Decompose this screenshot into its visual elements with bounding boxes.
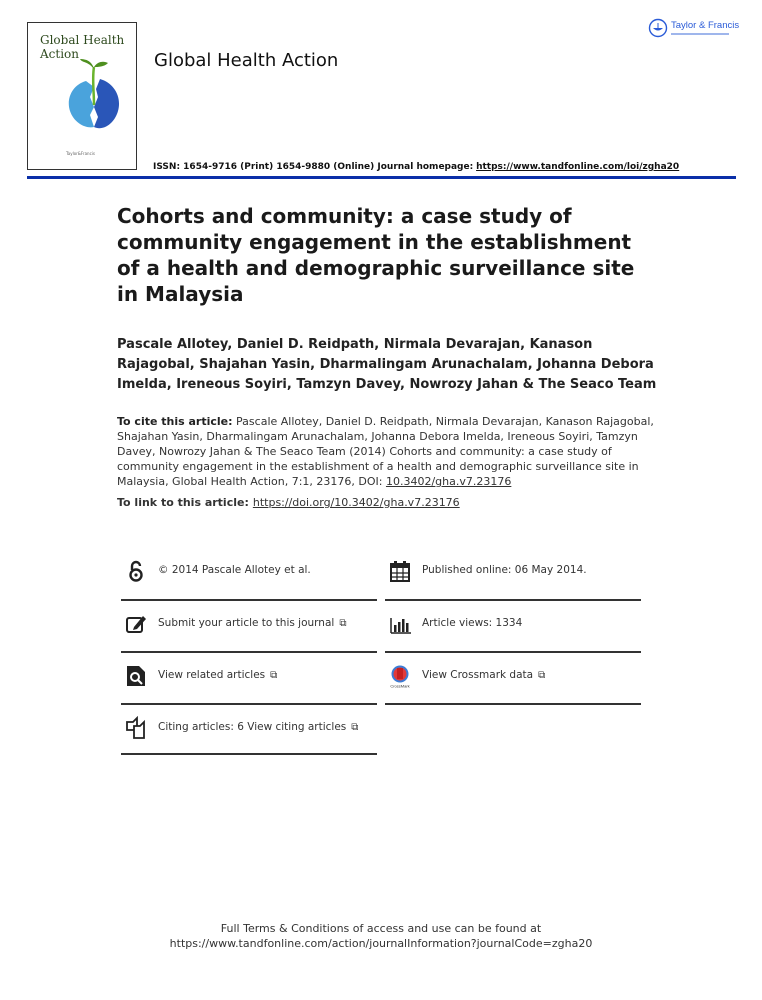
issn-line [153,162,679,172]
crossmark-logo-icon [389,664,411,688]
external-link-icon: ⧉ [270,670,278,681]
cite-text: Pascale Allotey, Daniel D. Reidpath, Nirmala Devarajan, Kanason Rajagobal, Shajahan Yasin, Dharmalingam Arunachalam, Johanna Debora Imelda, Ireneous Soyiri, Tamzyn Davey, Nowrozy Jahan & The Seaco Team (2014) Cohorts and community: a case study of community engagement in the establishment of a health and demographic surveillance site in Malaysia, Global Health Action, 7:1, 23176, DOI: [117,415,654,488]
copyright-text: © 2014 Pascale Allotey et al. [158,564,311,576]
published-date-text: Published online: 06 May 2014. [422,564,587,576]
journal-name: Global Health Action [154,50,339,71]
footer-line1: Full Terms & Conditions of access and use can be found at [220,922,542,935]
footer-terms-link[interactable]: https://www.tandfonline.com/action/journalInformation?journalCode=zgha20 [169,937,593,950]
citing-articles-label: Citing articles: 6 View citing articles [158,721,347,733]
divider [385,703,641,705]
external-link-icon: ⧉ [538,670,546,681]
copyright-item [121,547,377,599]
issn-label: ISSN: 1654-9716 (Print) 1654-9880 (Online) Journal homepage: [153,162,474,172]
cover-title-line1: Global Health [40,33,125,47]
crossmark-link[interactable] [422,669,545,681]
document-search-icon [125,664,147,688]
submit-article-item[interactable] [121,600,377,652]
article-title: Cohorts and community: a case study of community engagement in the establishment of a health and demographic surveillance site in Malaysia [117,204,635,306]
taylor-francis-logo-icon [648,18,668,38]
globe-sprout-icon [64,55,124,135]
link-label: To link to this article: [117,496,249,509]
edit-pencil-icon [125,612,147,636]
publisher-tagline-mark [671,33,735,36]
citing-articles-item[interactable] [121,704,377,756]
external-link-icon: ⧉ [351,722,359,733]
doi-link[interactable]: 10.3402/gha.v7.23176 [385,475,512,488]
related-articles-label: View related articles [158,669,266,681]
cover-publisher-mark: Taylor&Francis [66,151,95,156]
article-views-item [385,600,641,652]
published-item [385,547,641,599]
article-doi-url-link[interactable]: https://doi.org/10.3402/gha.v7.23176 [252,496,460,509]
publisher-logo-text: Taylor & Francis [671,20,740,31]
external-link-icon: ⧉ [339,618,347,629]
citing-documents-icon [125,716,147,740]
submit-article-link[interactable] [158,617,346,629]
crossmark-item[interactable] [385,652,641,704]
cite-label: To cite this article: [117,415,233,428]
crossmark-logo-text: CrossMark [390,683,410,688]
related-articles-item[interactable] [121,652,377,704]
related-articles-link[interactable] [158,669,277,681]
article-link-line [117,496,460,509]
terms-footer [0,921,762,951]
journal-cover-thumbnail [27,22,137,170]
citing-articles-link[interactable] [158,721,358,733]
submit-article-label: Submit your article to this journal [158,617,335,629]
article-views-text: Article views: 1334 [422,617,523,629]
open-access-lock-icon [125,559,147,583]
journal-homepage-link[interactable]: https://www.tandfonline.com/loi/zgha20 [476,162,680,172]
calendar-icon [389,559,411,583]
article-authors: Pascale Allotey, Daniel D. Reidpath, Nirmala Devarajan, Kanason Rajagobal, Shajahan Yasin, Dharmalingam Arunachalam, Johanna Debora Imelda, Ireneous Soyiri, Tamzyn Davey, Nowrozy Jahan & The Seaco Team [117,337,657,392]
divider [121,753,377,755]
citation-block [117,414,657,489]
cover-title-line2: Action [40,47,79,61]
bar-chart-icon [389,612,411,636]
header-rule [27,176,736,179]
crossmark-label: View Crossmark data [422,669,534,681]
